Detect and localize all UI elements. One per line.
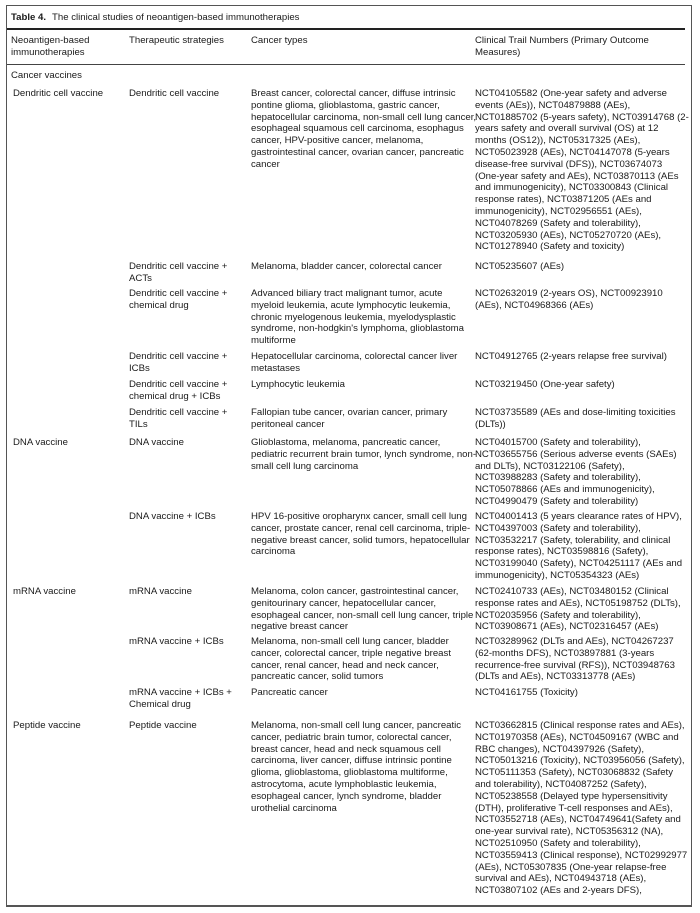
cancers-cell: HPV 16-positive oropharynx cancer, small cell lung cancer, prostate cancer, renal cell carcinoma, triple-negative breast cancer, solid tumors, hepatocellular carcinoma: [251, 511, 471, 558]
strategy-cell: Dendritic cell vaccine: [129, 88, 220, 99]
header-strategies: Therapeutic strategies: [129, 35, 224, 46]
strategy-cell: Peptide vaccine: [129, 720, 197, 731]
table-label: Table 4.: [11, 12, 47, 23]
caption-rule: [7, 28, 685, 30]
category-cell: Dendritic cell vaccine: [13, 88, 104, 99]
trials-cell: NCT03735589 (AEs and dose-limiting toxicities (DLTs)): [475, 407, 676, 430]
section-label: Cancer vaccines: [11, 70, 82, 81]
header-rule: [7, 64, 685, 65]
cancers-cell: Melanoma, colon cancer, gastrointestinal cancer, genitourinary cancer, hepatocellular cancer, esophageal cancer, non-small cell lung cancer, triple negative breast cancer: [251, 586, 474, 633]
header-immunotherapies: Neoantigen-based immunotherapies: [11, 35, 90, 58]
category-cell: DNA vaccine: [13, 437, 68, 448]
strategy-cell: DNA vaccine + ICBs: [129, 511, 216, 522]
cancers-cell: Breast cancer, colorectal cancer, diffuse intrinsic pontine glioma, glioblastoma, gastric cancer, hepatocellular carcinoma, non-small cell lung cancer, esophageal squamous cell carcinoma, esophagus cancer, HPV-positive cancer, melanoma, gastrointestinal cancer, ovarian cancer, pancreatic cancer: [251, 88, 477, 170]
strategy-cell: Dendritic cell vaccine + TILs: [129, 407, 228, 430]
trials-cell: NCT02632019 (2-years OS), NCT00923910 (AEs), NCT04968366 (AEs): [475, 288, 663, 311]
trials-cell: NCT03219450 (One-year safety): [475, 379, 615, 390]
trials-cell: NCT04015700 (Safety and tolerability), NCT03655756 (Serious adverse events (SAEs) and DLTs), NCT03122106 (Safety), NCT03988283 (Safety and tolerability), NCT05078866 (AEs and immunogenicity), NCT04990479 (Safety and tolerability): [475, 437, 677, 507]
table-frame: [6, 5, 692, 907]
cancers-cell: Advanced biliary tract malignant tumor, acute myeloid leukemia, acute lymphocytic leukemia, chronic myelogenous leukemia, myelodysplastic syndrome, non-hodgkin's lymphoma, glioblastoma multiforme: [251, 288, 465, 347]
cancers-cell: Glioblastoma, melanoma, pancreatic cancer, pediatric recurrent brain tumor, lynch syndrome, non-small cell lung carcinoma: [251, 437, 477, 472]
header-cancer-types: Cancer types: [251, 35, 308, 46]
trials-cell: NCT04912765 (2-years relapse free survival): [475, 351, 667, 362]
trials-cell: NCT03662815 (Clinical response rates and AEs), NCT01970358 (AEs), NCT04509167 (WBC and RBC changes), NCT04397926 (Safety), NCT05013216 (Toxicity), NCT03956056 (Safety), NCT05111353 (Safety), NCT03068832 (Safety and tolerability), NCT04087252 (Safety), NCT05238558 (Delayed type hypersensitivity (DTH), proliferative T-cell responses and AEs), NCT03552718 (AEs), NCT04749641(Safety and one-year survival rate), NCT05356312 (NA), NCT02510950 (Safety and tolerability), NCT03559413 (Clinical response), NCT02992977 (AEs), NCT05307835 (One-year relapse-free survival and AEs), NCT04943718 (AEs), NCT03807102 (AEs and 2-years DFS),: [475, 720, 688, 897]
strategy-cell: Dendritic cell vaccine + ICBs: [129, 351, 228, 374]
cancers-cell: Fallopian tube cancer, ovarian cancer, primary peritoneal cancer: [251, 407, 448, 430]
trials-cell: NCT02410733 (AEs), NCT03480152 (Clinical response rates and AEs), NCT05198752 (DLTs), NCT02035956 (Safety and tolerability), NCT03908671 (AEs), NCT02316457 (AEs): [475, 586, 681, 633]
cancers-cell: Melanoma, bladder cancer, colorectal cancer: [251, 261, 442, 272]
table-title: The clinical studies of neoantigen-based immunotherapies: [52, 12, 300, 23]
cancers-cell: Lymphocytic leukemia: [251, 379, 346, 390]
category-cell: Peptide vaccine: [13, 720, 81, 731]
strategy-cell: mRNA vaccine: [129, 586, 192, 597]
trials-cell: NCT03289962 (DLTs and AEs), NCT04267237 (62-months DFS), NCT03897881 (3-years recurrence-free survival (RFS)), NCT03948763 (DLTs and AEs), NCT03313778 (AEs): [475, 636, 675, 683]
table-caption: [11, 12, 299, 23]
strategy-cell: Dendritic cell vaccine + ACTs: [129, 261, 228, 284]
strategy-cell: Dendritic cell vaccine + chemical drug: [129, 288, 228, 311]
trials-cell: NCT05235607 (AEs): [475, 261, 565, 272]
cancers-cell: Hepatocellular carcinoma, colorectal cancer liver metastases: [251, 351, 458, 374]
strategy-cell: mRNA vaccine + ICBs + Chemical drug: [129, 687, 232, 710]
trials-cell: NCT04001413 (5 years clearance rates of HPV), NCT04397003 (Safety and tolerability), NCT03532217 (Safety, tolerability, and clinical response rates), NCT03598816 (Safety), NCT03199040 (Safety), NCT04251117 (AEs and immunogenicity), NCT05354323 (AEs): [475, 511, 683, 581]
category-cell: mRNA vaccine: [13, 586, 76, 597]
strategy-cell: DNA vaccine: [129, 437, 184, 448]
cancers-cell: Melanoma, non-small cell lung cancer, bladder cancer, colorectal cancer, triple negative breast cancer, renal cancer, head and neck cancer, pancreatic cancer, solid tumors: [251, 636, 451, 683]
header-trial-numbers: Clinical Trail Numbers (Primary Outcome Measures): [475, 35, 649, 58]
cancers-cell: Melanoma, non-small cell lung cancer, pancreatic cancer, pediatric brain tumor, colorectal cancer, breast cancer, head and neck squamous cell carcinoma, liver cancer, diffuse intrinsic pontine glioma, glioblastoma, glioblastoma multiforme, astrocytoma, acute lymphoblastic leukemia, esophageal cancer, lynch syndrome, bladder urothelial carcinoma: [251, 720, 462, 814]
strategy-cell: mRNA vaccine + ICBs: [129, 636, 224, 647]
strategy-cell: Dendritic cell vaccine + chemical drug + ICBs: [129, 379, 228, 402]
trials-cell: NCT04105582 (One-year safety and adverse events (AEs)), NCT04879888 (AEs), NCT01885702 (5-years safety), NCT03914768 (2-years safety and overall survival (OS) at 12 months (OS12)), NCT05317325 (AEs), NCT05023928 (AEs), NCT04147078 (5-years disease-free survival (DFS)), NCT03674073 (One-year safety and AEs), NCT03870113 (AEs and immunogenicity), NCT03300843 (Clinical response rates), NCT03871205 (AEs and immunogenicity), NCT02956551 (AEs), NCT04078269 (Safety and tolerability), NCT03205930 (AEs), NCT05270720 (AEs), NCT01278940 (Safety and toxicity): [475, 88, 689, 253]
cancers-cell: Pancreatic cancer: [251, 687, 328, 698]
trials-cell: NCT04161755 (Toxicity): [475, 687, 578, 698]
